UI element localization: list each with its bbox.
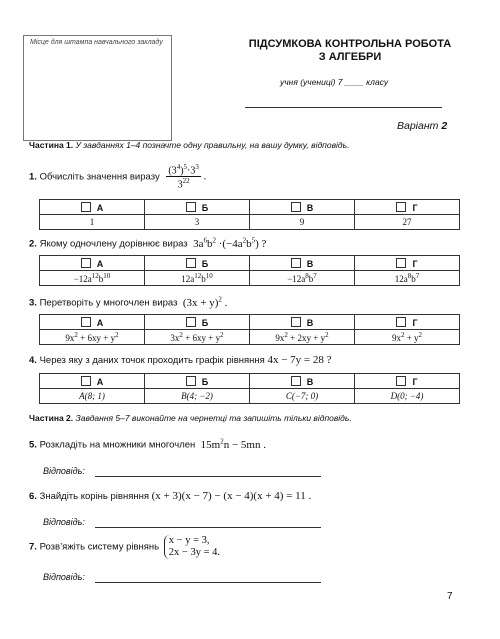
q3-expression: $(3x + y)^2$ .: [180, 295, 228, 309]
question-6: [29, 490, 311, 502]
q1-answer-table: [39, 199, 460, 230]
q4-option-c[interactable]: В: [250, 374, 355, 389]
q7-text: Розв’яжіть систему рівнянь: [39, 541, 160, 553]
part1-instruction: У завданнях 1–4 позначте одну правильну, на вашу думку, відповідь.: [75, 140, 350, 150]
q6-answer-input[interactable]: [95, 527, 321, 528]
checkbox-icon[interactable]: [81, 317, 91, 327]
q3-option-a[interactable]: А: [40, 315, 145, 330]
q7-answer-label: Відповідь:: [43, 572, 85, 582]
q4-answer-d: D(0; −4): [355, 389, 460, 404]
q3-answer-a: $9x^2 + 6xy + y^2$: [40, 330, 145, 345]
checkbox-icon[interactable]: [291, 258, 301, 268]
variant-number: 2: [441, 120, 448, 132]
q4-option-d[interactable]: Г: [355, 374, 460, 389]
q6-expression: (x + 3)(x − 7) − (x − 4)(x + 4) = 11 .: [151, 490, 312, 502]
q4-option-b[interactable]: Б: [145, 374, 250, 389]
part2-label: Частина 2.: [29, 413, 74, 423]
q3-option-c[interactable]: В: [250, 315, 355, 330]
q2-answer-table: [39, 255, 460, 286]
variant: [397, 120, 447, 132]
q7-number: 7.: [29, 541, 37, 553]
checkbox-icon[interactable]: [291, 376, 301, 386]
q5-answer-input[interactable]: [95, 476, 321, 477]
q3-option-b[interactable]: Б: [145, 315, 250, 330]
checkbox-icon[interactable]: [186, 202, 196, 212]
question-1: 1. Обчисліть значення виразу $\frac{(3^4)^5\cdot 3^3}{3^{22}}$ .: [29, 163, 207, 191]
q4-answer-a: A(8; 1): [40, 389, 145, 404]
q2-option-c[interactable]: В: [250, 256, 355, 271]
q1-option-b[interactable]: Б: [145, 200, 250, 215]
q4-text: Через яку з даних точок проходить графік рівняння: [39, 355, 265, 366]
q2-answer-c: $-12a^8b^7$: [250, 271, 355, 286]
checkbox-icon[interactable]: [396, 376, 406, 386]
title-line-2: З АЛГЕБРИ: [318, 51, 382, 63]
checkbox-icon[interactable]: [291, 317, 301, 327]
title-line-1: ПІДСУМКОВА КОНТРОЛЬНА РОБОТА: [248, 38, 452, 50]
checkbox-icon[interactable]: [396, 258, 406, 268]
q1-option-d[interactable]: Г: [355, 200, 460, 215]
q7-equation-2: 2x − 3y = 4.: [168, 547, 220, 558]
q5-answer-label: Відповідь:: [43, 466, 85, 476]
q4-option-a[interactable]: А: [40, 374, 145, 389]
q2-answer-a: $-12a^{12}b^{10}$: [40, 271, 145, 286]
q7-system: [164, 535, 220, 559]
q1-number: 1.: [29, 171, 37, 183]
checkbox-icon[interactable]: [81, 202, 91, 212]
page-number: 7: [447, 591, 453, 602]
variant-label: Варіант: [397, 120, 439, 132]
checkbox-icon[interactable]: [186, 376, 196, 386]
q2-text: Якому одночлену дорівнює вираз: [39, 238, 188, 250]
q6-answer-label: Відповідь:: [43, 517, 85, 527]
checkbox-icon[interactable]: [186, 317, 196, 327]
q1-answer-c: 9: [250, 215, 355, 230]
part2-heading: [29, 413, 352, 423]
question-7: [29, 535, 220, 559]
q2-option-b[interactable]: Б: [145, 256, 250, 271]
q3-text: Перетворіть у многочлен вираз: [39, 297, 178, 309]
q3-number: 3.: [29, 297, 37, 309]
pupil-line: учня (учениці) 7 ____ класу: [280, 77, 389, 87]
checkbox-icon[interactable]: [186, 258, 196, 268]
q2-option-a[interactable]: А: [40, 256, 145, 271]
q4-number: 4.: [29, 355, 37, 366]
name-line: [245, 107, 442, 108]
q3-answer-d: $9x^2 + y^2$: [355, 330, 460, 345]
q5-number: 5.: [29, 439, 37, 451]
q4-expression: 4x − 7y = 28 ?: [267, 354, 332, 366]
q1-text: Обчисліть значення виразу: [39, 171, 160, 183]
q2-answer-b: $12a^{12}b^{10}$: [145, 271, 250, 286]
q3-option-d[interactable]: Г: [355, 315, 460, 330]
q3-answer-b: $3x^2 + 6xy + y^2$: [145, 330, 250, 345]
checkbox-icon[interactable]: [81, 258, 91, 268]
q1-expression: $\frac{(3^4)^5\cdot 3^3}{3^{22}}$: [168, 163, 199, 191]
q2-expression: $3a^6b^2 \cdot(-4a^2b^5)$ ?: [190, 236, 267, 250]
question-2: [29, 236, 266, 250]
q1-answer-d: 27: [355, 215, 460, 230]
part1-label: Частина 1.: [29, 140, 74, 150]
q3-answer-c: $9x^2 + 2xy + y^2$: [250, 330, 355, 345]
checkbox-icon[interactable]: [396, 317, 406, 327]
q5-expression: $15m^2n - 5mn$ .: [197, 437, 266, 451]
checkbox-icon[interactable]: [291, 202, 301, 212]
stamp-label: Місце для штампа навчального закладу: [30, 39, 163, 46]
q2-answer-d: $12a^8b^7$: [355, 271, 460, 286]
part2-instruction: Завдання 5–7 виконайте на чернетці та запишіть тільки відповідь.: [75, 413, 352, 423]
question-5: [29, 437, 266, 451]
q1-option-c[interactable]: В: [250, 200, 355, 215]
q4-answer-b: B(4; −2): [145, 389, 250, 404]
q7-answer-input[interactable]: [95, 582, 321, 583]
q1-answer-b: 3: [145, 215, 250, 230]
q7-equation-1: x − y = 3,: [168, 535, 210, 546]
q1-answer-a: 1: [40, 215, 145, 230]
page-title: [230, 38, 470, 64]
q4-answer-table: [39, 373, 460, 404]
q1-option-a[interactable]: А: [40, 200, 145, 215]
q5-text: Розкладіть на множники многочлен: [39, 439, 196, 451]
question-4: [29, 354, 331, 366]
q4-answer-c: C(−7; 0): [250, 389, 355, 404]
stamp-box: [23, 35, 172, 141]
q6-number: 6.: [29, 491, 37, 502]
q2-option-d[interactable]: Г: [355, 256, 460, 271]
q3-answer-table: [39, 314, 460, 345]
checkbox-icon[interactable]: [396, 202, 406, 212]
part1-heading: [29, 140, 349, 150]
q2-number: 2.: [29, 238, 37, 250]
q6-text: Знайдіть корінь рівняння: [39, 491, 149, 502]
question-3: [29, 295, 227, 309]
checkbox-icon[interactable]: [81, 376, 91, 386]
